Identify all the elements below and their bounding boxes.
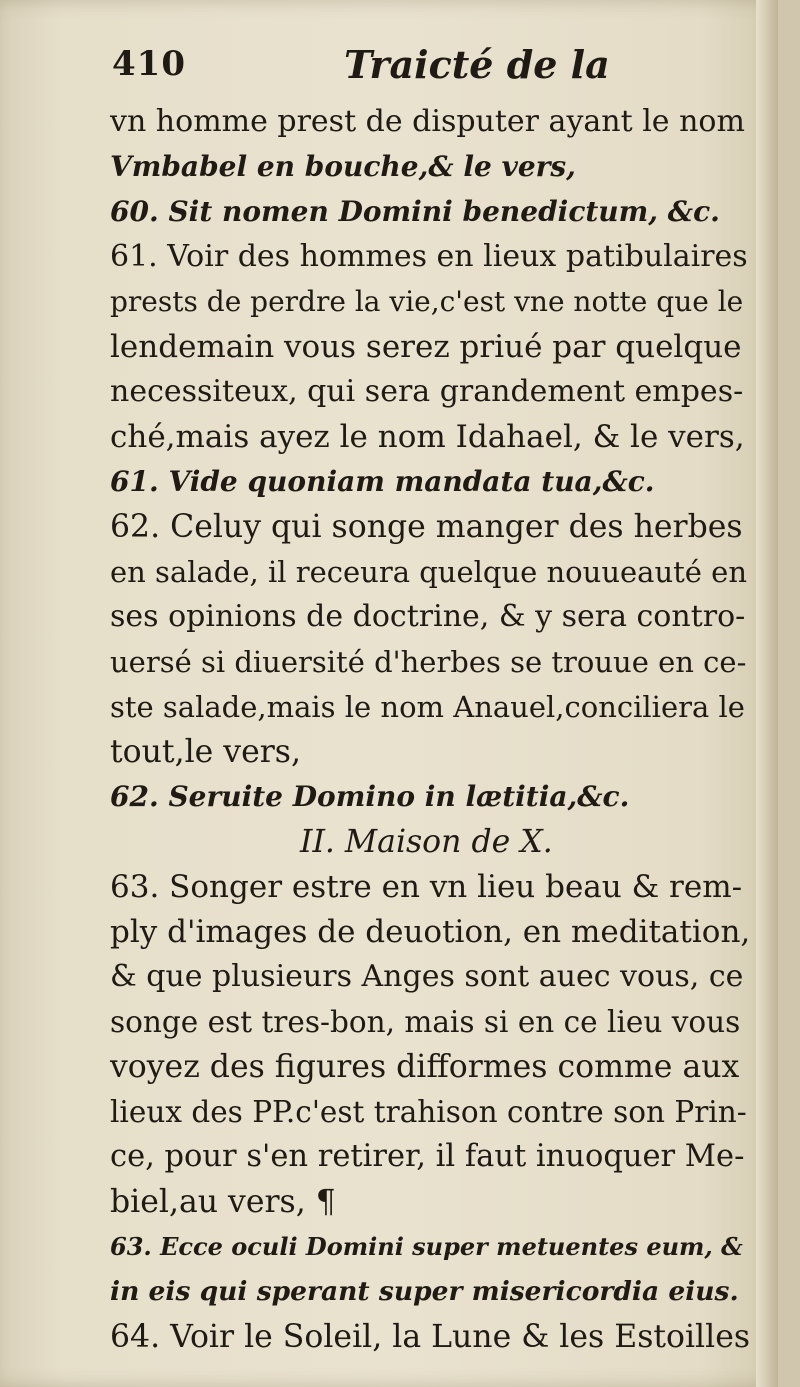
text-line: 64. Voir le Soleil, la Lune & les Estoilles [110,1319,751,1355]
text-line: voyez des figures difformes comme aux [110,1049,740,1085]
text-line: vn homme prest de disputer ayant le nom [110,104,745,139]
text-line: lendemain vous serez priué par quelque [110,329,742,365]
verse-line: 62. Seruite Domino in lætitia,&c. [110,780,630,813]
text-line: 62. Celuy qui songe manger des herbes [110,509,743,545]
text-line: ply d'images de deuotion, en meditation, [110,914,751,950]
text-line: & que plusieurs Anges sont auec vous, ce [110,959,744,994]
text-line: lieux des PP.c'est trahison contre son Prin- [110,1095,747,1129]
section-heading: II. Maison de X. [300,824,553,860]
text-line: 63. Songer estre en vn lieu beau & rem- [110,869,743,905]
text-line: songe est tres-bon, mais si en ce lieu vous [110,1005,741,1039]
text-line: Vmbabel en bouche,& le vers, [110,150,576,183]
verse-line: in eis qui sperant super misericordia eius. [110,1276,739,1307]
text-line: ses opinions de doctrine, & y sera contro- [110,599,746,634]
running-title: Traicté de la [344,42,610,87]
text-line: ste salade,mais le nom Anauel,conciliera le [110,690,745,724]
text-line: necessiteux, qui sera grandement empes- [110,374,744,409]
verse-line: 61. Vide quoniam mandata tua,&c. [110,465,655,498]
text-line: uersé si diuersité d'herbes se trouue en ce- [110,645,747,679]
text-line: ce, pour s'en retirer, il faut inuoquer Me- [110,1139,745,1174]
page-header [112,38,732,98]
verse-line: 60. Sit nomen Domini benedictum, &c. [110,195,720,228]
text-line: ché,mais ayez le nom Idahael, & le vers, [110,419,745,455]
page-number: 410 [112,44,186,84]
text-line: biel,au vers, ¶ [110,1184,336,1220]
verse-line: 63. Ecce oculi Domini super metuentes eum, & [110,1232,743,1261]
text-line: tout,le vers, [110,734,301,770]
text-line: en salade, il receura quelque nouueauté en [110,555,747,589]
text-line: prests de perdre la vie,c'est vne notte que le [110,285,744,318]
text-line: 61. Voir des hommes en lieux patibulaires [110,239,748,274]
page-edge [756,0,778,1387]
